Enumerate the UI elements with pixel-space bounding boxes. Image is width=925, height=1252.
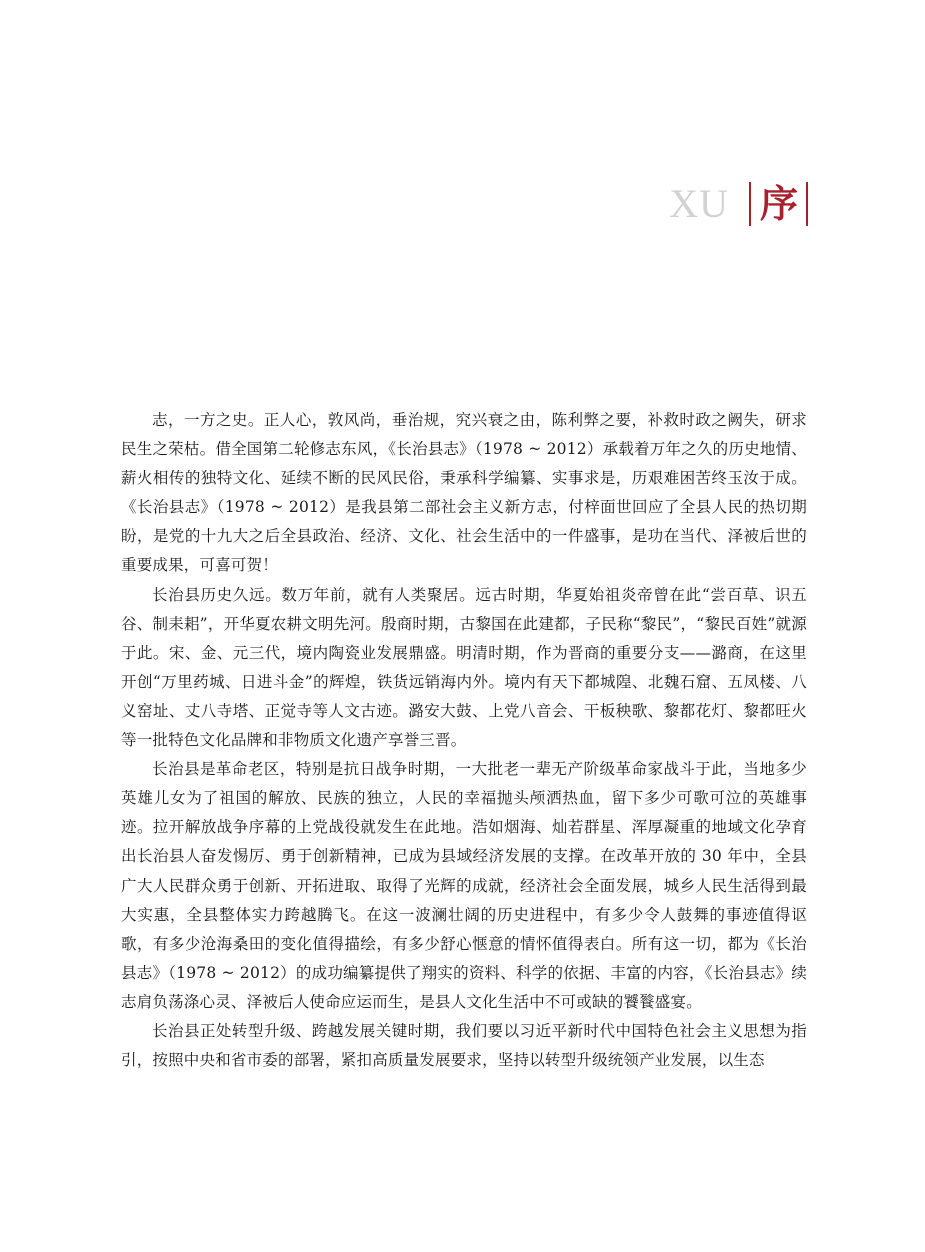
paragraph: 长治县是革命老区，特别是抗日战争时期，一大批老一辈无产阶级革命家战斗于此，当地多少英雄儿女为了祖国的解放、民族的独立，人民的幸福抛头颅洒热血，留下多少可歌可泣的英雄事迹。拉开解放战争序幕的上党战役就发生在此地。浩如烟海、灿若群星、浑厚凝重的地域文化孕育出长治县人奋发惕厉、勇于创新精神，已成为县域经济发展的支撑。在改革开放的 30 年中，全县广大人民群众勇于创新、开拓进取、取得了光辉的成就，经济社会全面发展，城乡人民生活得到最大实惠，全县整体实力跨越腾飞。在这一波澜壮阔的历史进程中，有多少令人鼓舞的事迹值得讴歌，有多少沧海桑田的变化值得描绘，有多少舒心惬意的情怀值得表白。所有这一切，都为《长治县志》（1978 ~ 2012）的成功编纂提供了翔实的资料、科学的依据、丰富的内容，《长治县志》续志肩负荡涤心灵、泽被后人使命应运而生，是县人文化生活中不可或缺的饕餮盛宴。 (121, 760, 807, 1011)
heading-title: 序 (759, 182, 798, 226)
heading-pinyin: XU (669, 181, 729, 226)
paragraph: 长治县历史久远。数万年前，就有人类聚居。远古时期，华夏始祖炎帝曾在此“尝百草、识五谷、制耒耜”，开华夏农耕文明先河。殷商时期，古黎国在此建都，子民称“黎民”，“黎民百姓”就源于此。宋、金、元三代，境内陶瓷业发展鼎盛。明清时期，作为晋商的重要分支——潞商，在这里开创“万里药城、日进斗金”的辉煌，铁货远销海内外。境内有天下都城隍、北魏石窟、五凤楼、八义窑址、丈八寺塔、正觉寺等人文古迹。潞安大鼓、上党八音会、干板秧歌、黎都花灯、黎都旺火等一批特色文化品牌和非物质文化遗产享誉三晋。 (121, 585, 807, 750)
preface-body (121, 406, 807, 1075)
paragraph: 长治县正处转型升级、跨越发展关键时期，我们要以习近平新时代中国特色社会主义思想为指引，按照中央和省市委的部署，紧扣高质量发展要求，坚持以转型升级统领产业发展，以生态 (121, 1021, 807, 1070)
heading-right-rule (806, 182, 808, 226)
paragraph: 志，一方之史。正人心，敦风尚，垂治规，究兴衰之由，陈利弊之要，补救时政之阙失，研求民生之荣枯。借全国第二轮修志东风，《长治县志》（1978 ~ 2012）承载着万年之久的历史地情、薪火相传的独特文化、延续不断的民风民俗，秉承科学编纂、实事求是，历艰难困苦终玉汝于成。《长治县志》（1978 ~ 2012）是我县第二部社会主义新方志，付梓面世回应了全县人民的热切期盼，是党的十九大之后全县政治、经济、文化、社会生活中的一件盛事，是功在当代、泽被后世的重要成果，可喜可贺！ (121, 411, 807, 575)
section-heading (669, 180, 808, 228)
